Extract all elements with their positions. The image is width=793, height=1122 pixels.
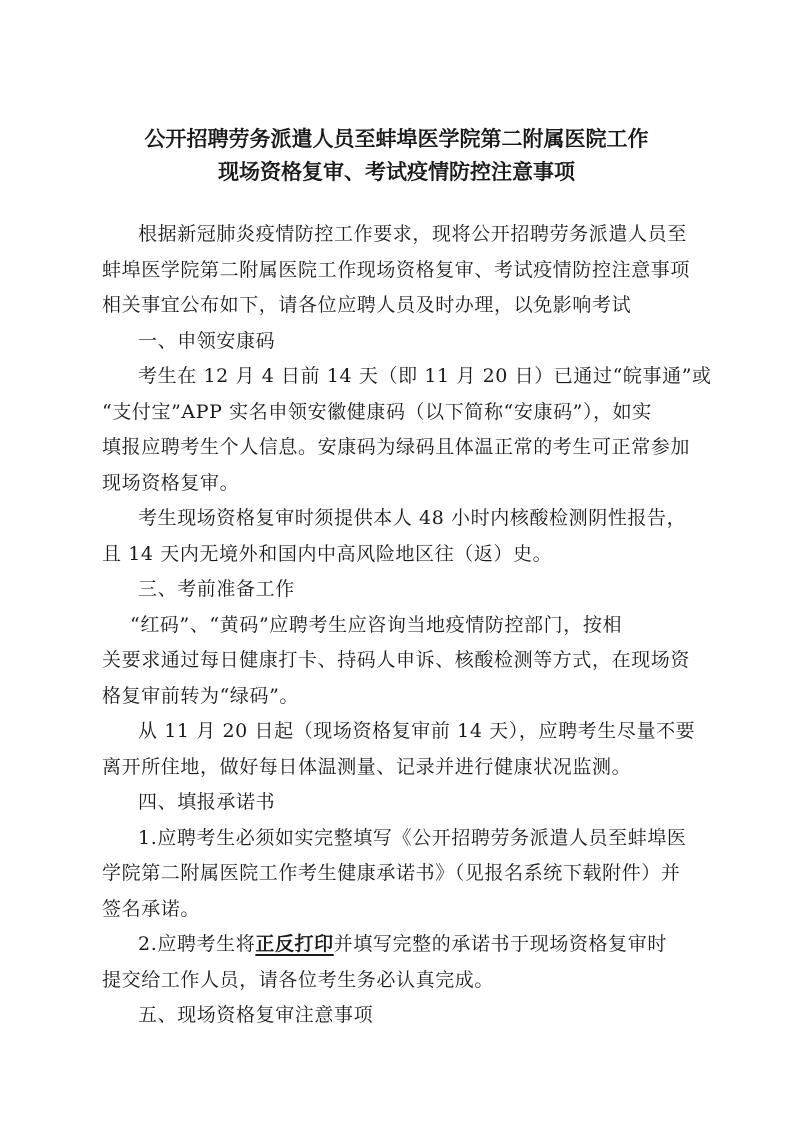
paragraph-intro-line-1: 根据新冠肺炎疫情防控工作要求，现将公开招聘劳务派遣人员至 xyxy=(138,223,687,245)
paragraph-line: 现场资格复审。 xyxy=(102,472,240,494)
paragraph-line: 从 11 月 20 日起（现场资格复审前 14 天），应聘考生尽量不要 xyxy=(138,720,696,742)
paragraph-line: 离开所住地，做好每日体温测量、记录并进行健康状况监测。 xyxy=(102,756,632,778)
paragraph-line xyxy=(138,930,667,958)
section-heading-4: 四、填报承诺书 xyxy=(138,791,276,813)
paragraph-line: 考生在 12 月 4 日前 14 天（即 11 月 20 日）已通过“皖事通”或 xyxy=(138,365,712,387)
paragraph-intro-line-2: 蚌埠医学院第二附属医院工作现场资格复审、考试疫情防控注意事项 xyxy=(102,259,691,281)
paragraph-line: “支付宝”APP 实名申领安徽健康码（以下简称“安康码”），如实 xyxy=(102,401,652,423)
paragraph-line: 填报应聘考生个人信息。安康码为绿码且体温正常的考生可正常参加 xyxy=(102,436,691,458)
text-segment: 并填写完整的承诺书于现场资格复审时 xyxy=(333,933,667,955)
paragraph-intro-line-3: 相关事宜公布如下，请各位应聘人员及时办理，以免影响考试 xyxy=(102,294,632,316)
paragraph-line: 关要求通过每日健康打卡、持码人申诉、核酸检测等方式，在现场资 xyxy=(102,649,691,671)
underlined-emphasis: 正反打印 xyxy=(255,933,334,955)
document-title-line-1: 公开招聘劳务派遣人员至蚌埠医学院第二附属医院工作 xyxy=(144,126,649,151)
section-heading-3: 三、考前准备工作 xyxy=(138,578,295,600)
paragraph-line: 格复审前转为“绿码”。 xyxy=(102,685,300,707)
section-heading-5: 五、现场资格复审注意事项 xyxy=(138,1004,374,1026)
document-title-line-2: 现场资格复审、考试疫情防控注意事项 xyxy=(218,159,575,184)
paragraph-line: “红码”、“黄码”应聘考生应咨询当地疫情防控部门，按相 xyxy=(130,614,623,636)
paragraph-line: 考生现场资格复审时须提供本人 48 小时内核酸检测阴性报告， xyxy=(138,507,687,529)
paragraph-line: 学院第二附属医院工作考生健康承诺书》（见报名系统下载附件）并 xyxy=(102,862,681,884)
paragraph-line: 签名承诺。 xyxy=(102,898,201,920)
paragraph-line: 且 14 天内无境外和国内中高风险地区往（返）史。 xyxy=(102,543,553,565)
text-segment: 2.应聘考生将 xyxy=(138,933,256,955)
paragraph-line: 1.应聘考生必须如实完整填写《公开招聘劳务派遣人员至蚌埠医 xyxy=(138,827,687,849)
section-heading-1: 一、申领安康码 xyxy=(138,330,276,352)
paragraph-line: 提交给工作人员，请各位考生务必认真完成。 xyxy=(102,969,495,991)
